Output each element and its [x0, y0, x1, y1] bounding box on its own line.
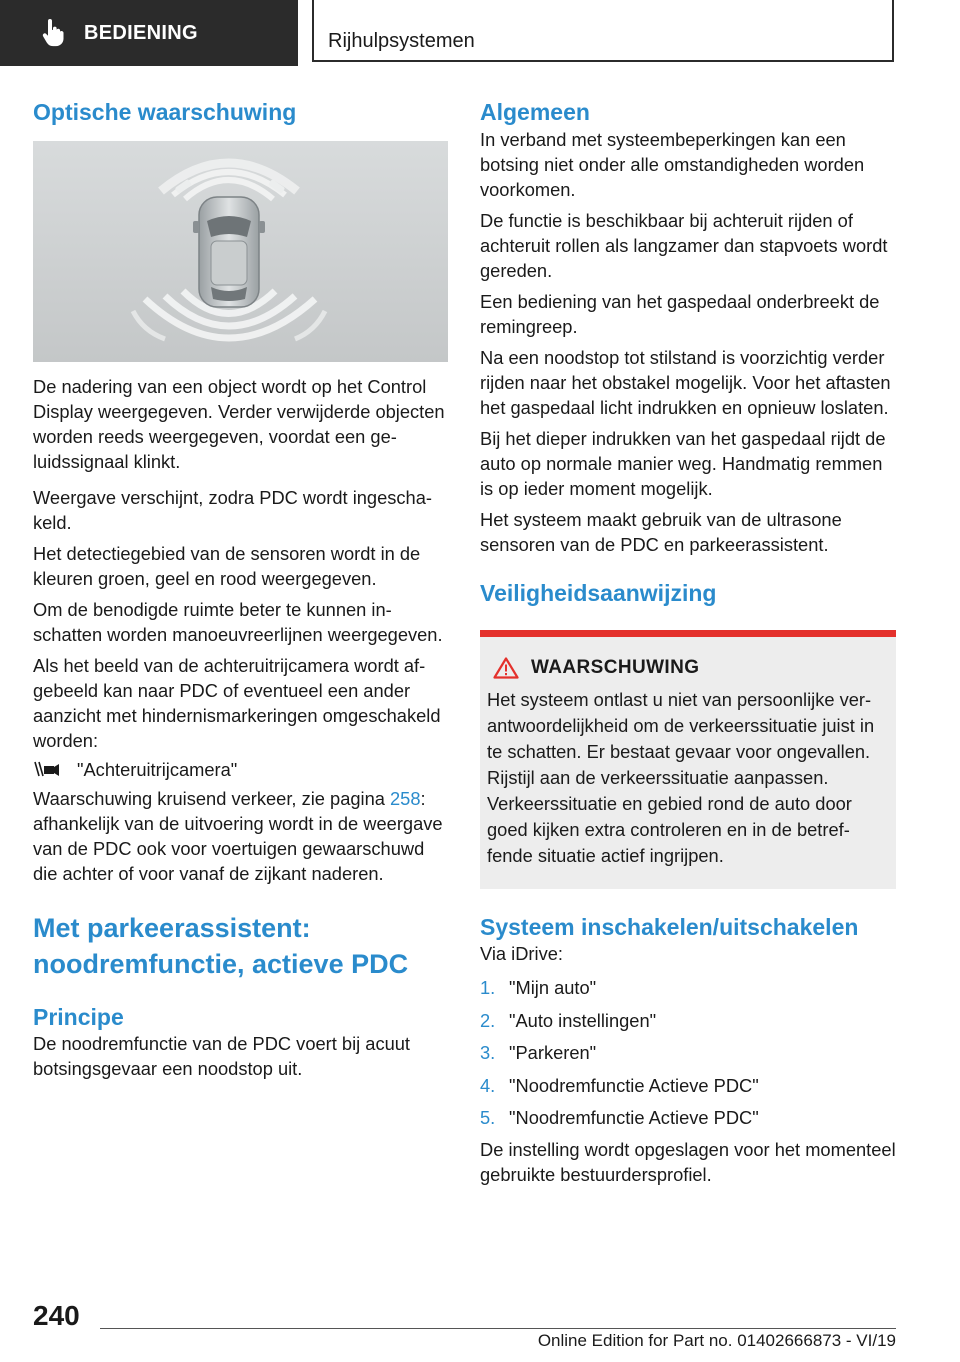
page-number: 240: [33, 1300, 80, 1331]
paragraph: Om de benodigde ruimte beter te kunnen inschatten worden manoeuvreerlijnen weergegeven.: [33, 598, 443, 645]
page-footer: [0, 1290, 960, 1362]
paragraph: Het detectiegebied van de sensoren wordt in de kleuren groen, geel en rood weergegeven.: [33, 542, 421, 589]
heading-principle: Principe: [33, 1003, 124, 1030]
warning-triangle-icon: [493, 657, 519, 679]
paragraph: De nadering van een object wordt op het Control Display weergegeven. Verder verwijderde objecten worden reeds weergegeven, voordat een geluidssignaal klinkt.: [33, 375, 445, 472]
step-text: "Parkeren": [509, 1042, 597, 1064]
reverse-camera-icon: [33, 759, 61, 779]
step-number: 3.: [480, 1042, 496, 1064]
paragraph: De functie is beschikbaar bij achteruit rijden of achteruit rollen als langzamer dan stapvoets wordt gereden.: [480, 209, 888, 281]
chapter-box: [312, 0, 894, 62]
page-header: [0, 0, 960, 66]
paragraph: Het systeem maakt gebruik van de ultrasone sensoren van de PDC en parkeerassistent.: [480, 508, 842, 555]
paragraph: Na een noodstop tot stilstand is voorzichtig verder rijden naar het obstakel mogelijk. Voor het aftasten het gaspedaal licht indrukken en opnieuw loslaten.: [480, 346, 891, 418]
paragraph-cross-traffic: [33, 786, 448, 886]
heading-optical-warning: Optische waarschuwing: [33, 99, 297, 125]
warning-text: Het systeem ontlast u niet van persoonlijke verantwoordelijkheid om de verkeerssituatie juist in te schatten. Er bestaat gevaar voor ongevallen. Rijstijl aan de verkeerssituatie aanpassen. Verkeerssituatie en gebied rond de auto door goed kijken extra controleren en in de betreffende situatie actief ingrijpen.: [487, 688, 875, 866]
section-tab: [0, 0, 298, 66]
paragraph: Bij het dieper indrukken van het gaspedaal rijdt de auto op normale manier weg. Handmatig remmen is op ieder moment mogelijk.: [480, 427, 886, 499]
camera-line: [33, 757, 448, 782]
paragraph: In verband met systeembeperkingen kan een botsing niet onder alle omstandigheden worden voorkomen.: [480, 128, 865, 200]
step-number: 4.: [480, 1074, 496, 1096]
list-item: [480, 972, 896, 1005]
heading-line: noodremfunctie, actieve PDC: [33, 949, 409, 980]
hand-pointer-icon: [40, 19, 66, 47]
list-item: [480, 1070, 896, 1103]
warning-header: [487, 657, 889, 679]
step-text: "Auto instellingen": [509, 1009, 657, 1031]
pdc-figure: [33, 141, 448, 362]
text: : afhankelijk van de uitvoering wordt in de weergave van de PDC ook voor voertuigen gewaarschuwd die achter of voor vanaf de zijkant naderen.: [33, 787, 443, 884]
section-title: BEDIENING: [84, 21, 198, 44]
paragraph: Een bediening van het gaspedaal onderbreekt de remingreep.: [480, 290, 880, 337]
chapter-title: Rijhulpsystemen: [328, 30, 475, 52]
via-idrive: Via iDrive:: [480, 943, 563, 965]
left-column: [33, 98, 448, 1081]
list-item: [480, 1037, 896, 1070]
car-top-view: [193, 197, 265, 307]
warning-box: [480, 630, 896, 889]
heading-general: Algemeen: [480, 99, 590, 125]
step-text: "Noodremfunctie Actieve PDC": [509, 1074, 759, 1096]
paragraph: Weergave verschijnt, zodra PDC wordt ingeschakeld.: [33, 486, 432, 533]
warning-title: WAARSCHUWING: [531, 656, 700, 678]
step-text: "Mijn auto": [509, 977, 597, 999]
heading-safety: Veiligheidsaanwijzing: [480, 579, 717, 606]
paragraph: De instelling wordt opgeslagen voor het momenteel gebruikte bestuurdersprofiel.: [480, 1138, 896, 1185]
footer-divider: [100, 1328, 896, 1329]
step-number: 2.: [480, 1009, 496, 1031]
step-number: 1.: [480, 977, 496, 999]
steps-list: [480, 972, 896, 1135]
step-text: "Noodremfunctie Actieve PDC": [509, 1107, 759, 1129]
heading-main: [33, 910, 448, 983]
page-link[interactable]: 258: [390, 787, 421, 809]
edition-note: Online Edition for Part no. 01402666873 - VI/19: [537, 1331, 896, 1350]
paragraph: De noodremfunctie van de PDC voert bij acuut botsingsgevaar een noodstop uit.: [33, 1033, 410, 1080]
parking-sensor-car-icon: [33, 141, 448, 362]
paragraph: Als het beeld van de achteruitrijcamera wordt afgebeeld kan naar PDC of eventueel een ander aanzicht met hindernismarkeringen omgeschakeld worden:: [33, 654, 441, 751]
right-column: [480, 98, 896, 1187]
heading-line: Met parkeerassistent:: [33, 912, 311, 943]
list-item: [480, 1005, 896, 1038]
text: Waarschuwing kruisend verkeer, zie pagina: [33, 787, 391, 809]
step-number: 5.: [480, 1107, 496, 1129]
heading-toggle-system: Systeem inschakelen/uitschakelen: [480, 913, 859, 940]
camera-label: "Achteruitrijcamera": [77, 758, 238, 780]
list-item: [480, 1102, 896, 1135]
